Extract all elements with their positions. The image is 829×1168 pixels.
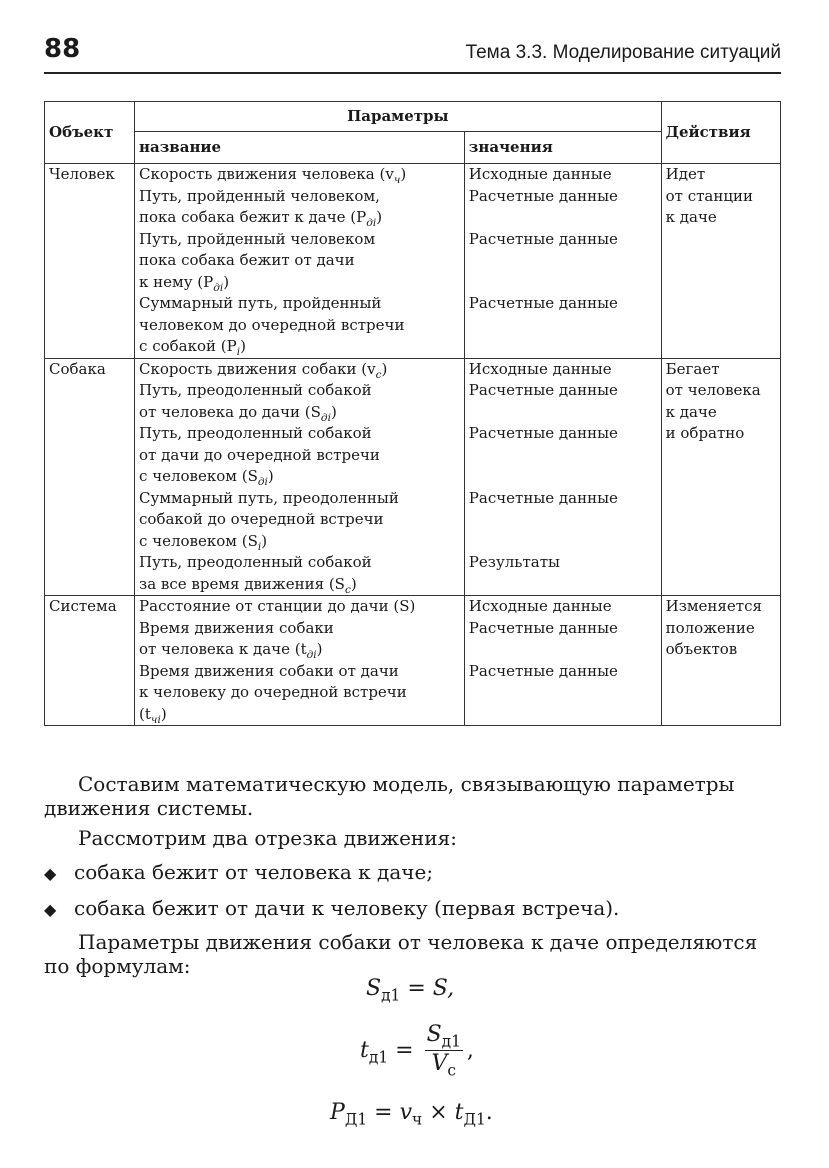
param-value (469, 639, 657, 661)
param-text: ) (316, 640, 323, 658)
param-name-line (139, 423, 460, 445)
action-text: Идет (665, 165, 706, 183)
formula-equals: = (374, 1100, 393, 1125)
action-text: и обратно (665, 424, 745, 442)
param-name-line (139, 359, 460, 381)
param-name-line (139, 488, 460, 510)
paragraph-text: Рассмотрим два отрезка движения: (78, 826, 457, 850)
page-header (44, 36, 781, 74)
header-name: название (135, 132, 465, 164)
param-text: ) (261, 531, 268, 550)
param-text: Расстояние от станции до дачи (S) (139, 597, 416, 615)
param-text: ) (223, 272, 230, 291)
param-name-line (139, 596, 460, 618)
action-text: Бегает (665, 359, 720, 378)
object-name: Система (49, 597, 117, 615)
param-value (469, 272, 657, 294)
param-name-line (139, 531, 460, 553)
action-text: к даче (665, 208, 717, 226)
param-subscript: ч (393, 174, 401, 186)
param-text: Суммарный путь, пройденный (139, 294, 382, 312)
param-text: от человека до дачи (S (139, 402, 321, 421)
formula-fraction (425, 1022, 463, 1080)
formula-subscript: д1 (441, 1032, 461, 1051)
formula-t-d1 (360, 1022, 474, 1080)
param-name-line (139, 207, 460, 229)
param-value: Расчетные данные (468, 488, 618, 507)
action-text: Изменяется (665, 597, 762, 615)
formula-subscript: д1 (368, 1048, 389, 1067)
param-text: Путь, преодоленный собакой (139, 553, 372, 571)
param-text: Суммарный путь, преодоленный (139, 488, 399, 507)
param-subscript: с (344, 583, 351, 596)
formula-symbol: S (366, 976, 382, 1001)
param-value: Расчетные данные (468, 661, 618, 680)
formula-subscript: c (447, 1061, 456, 1080)
param-subscript: дi (320, 411, 331, 424)
param-text: к нему (P (139, 272, 214, 291)
param-subscript: чi (150, 713, 161, 726)
param-text: с собакой (P (139, 337, 237, 355)
action-text: к даче (665, 402, 717, 421)
param-text: к человеку до очередной встречи (139, 683, 407, 701)
cell-param-values (464, 596, 661, 726)
param-text: Время движения собаки от дачи (139, 661, 399, 680)
param-name-line (139, 618, 460, 640)
formula-subscript: д1 (381, 986, 401, 1005)
param-name-line (139, 509, 460, 531)
table-body (45, 164, 781, 726)
paragraph-formulas-intro (44, 930, 784, 978)
formula-comma: , (466, 1037, 474, 1063)
action-text: от станции (665, 186, 754, 205)
header-parameters: Параметры (135, 102, 662, 132)
param-value (469, 250, 657, 272)
param-value: Расчетные данные (468, 229, 618, 248)
param-name-line (139, 661, 460, 683)
param-text: пока собака бежит от дачи (139, 251, 355, 269)
param-name-line (139, 272, 460, 294)
param-subscript: с (375, 368, 382, 381)
param-value: Расчетные данные (468, 294, 618, 312)
cell-actions (661, 164, 780, 359)
param-text: ) (160, 704, 167, 723)
param-text: от дачи до очередной встречи (139, 445, 380, 464)
param-name-line (139, 402, 460, 424)
param-subscript: дi (366, 217, 377, 229)
formula-denominator: V (431, 1051, 448, 1077)
param-value: Результаты (468, 553, 560, 571)
param-value: Расчетные данные (468, 618, 618, 637)
param-text: Скорость движения собаки (v (139, 359, 376, 378)
param-text: (t (139, 704, 151, 723)
action-text: объектов (665, 640, 738, 658)
formula-rhs: = S, (407, 976, 455, 1001)
table-row (45, 358, 781, 596)
param-subscript: дi (257, 476, 268, 488)
param-text: Путь, преодоленный собакой (139, 424, 372, 442)
param-value (469, 402, 657, 424)
param-text: ) (400, 165, 407, 183)
param-name-line (139, 380, 460, 402)
param-text: пока собака бежит к даче (P (139, 208, 367, 226)
param-value: Расчетные данные (468, 186, 618, 205)
param-name-line (139, 229, 460, 251)
paragraph-text: Параметры движения собаки от человека к даче определяются по формулам: (44, 930, 758, 978)
cell-param-values (464, 358, 661, 596)
action-text: от человека (665, 381, 761, 399)
formula-period: . (485, 1100, 493, 1125)
formula-subscript: ч (412, 1110, 423, 1129)
param-text: с человеком (S (139, 467, 258, 485)
formula-subscript: Д1 (344, 1110, 368, 1129)
param-value: Исходные данные (468, 359, 612, 378)
header-actions: Действия (661, 102, 780, 164)
formula-subscript: Д1 (463, 1110, 486, 1129)
cell-param-values (464, 164, 661, 359)
param-text: ) (240, 337, 246, 355)
param-value (469, 445, 657, 467)
parameters-table (44, 101, 781, 726)
formula-symbol: t (360, 1037, 369, 1063)
diamond-bullet-icon: ◆ (44, 900, 57, 919)
param-text: Путь, преодоленный собакой (139, 381, 372, 399)
paragraph-segments (44, 826, 784, 850)
param-text: Время движения собаки (139, 618, 334, 637)
formula-s-d1 (366, 976, 454, 1004)
table-row (45, 596, 781, 726)
param-subscript: i (257, 540, 262, 553)
param-name-line (139, 704, 460, 726)
cell-actions (661, 596, 780, 726)
paragraph-text: Составим математическую модель, связывающую параметры движения системы. (44, 772, 735, 820)
param-value: Расчетные данные (468, 424, 618, 442)
param-text: человеком до очередной встречи (139, 315, 405, 334)
param-text: за все время движения (S (139, 574, 345, 593)
list-item (44, 896, 619, 922)
page-number: 88 (44, 34, 81, 64)
param-value (469, 315, 657, 337)
formula-times: × (429, 1100, 448, 1125)
formula-symbol: t (454, 1100, 464, 1125)
param-text: Скорость движения человека (v (139, 165, 394, 183)
param-value (469, 531, 657, 553)
formula-numerator: S (426, 1022, 442, 1047)
param-value (469, 466, 657, 488)
param-text: от человека к даче (t (139, 640, 307, 658)
param-name-line (139, 552, 460, 574)
formula-p-d1 (330, 1100, 493, 1128)
param-name-line (139, 315, 460, 337)
object-name: Человек (49, 165, 115, 183)
param-value (469, 509, 657, 531)
param-name-line (139, 682, 460, 704)
formula-symbol: v (399, 1100, 412, 1125)
param-name-line (139, 186, 460, 208)
action-text: положение (665, 618, 755, 637)
diamond-bullet-icon: ◆ (44, 864, 57, 883)
object-name: Собака (49, 359, 106, 378)
list-item-text: собака бежит от дачи к человеку (первая встреча). (74, 896, 620, 920)
cell-param-names (135, 596, 465, 726)
param-name-line (139, 639, 460, 661)
formula-equals: = (395, 1037, 414, 1063)
param-name-line (139, 445, 460, 467)
param-text: ) (376, 208, 383, 226)
section-title: Тема 3.3. Моделирование ситуаций (465, 42, 781, 63)
param-value: Расчетные данные (468, 381, 618, 399)
param-text: ) (350, 574, 357, 593)
cell-object (45, 358, 135, 596)
param-name-line (139, 466, 460, 488)
param-value (469, 682, 657, 704)
header-object: Объект (45, 102, 135, 164)
param-value (469, 704, 657, 726)
param-value (469, 574, 657, 596)
cell-param-names (135, 358, 465, 596)
param-text: собакой до очередной встречи (139, 510, 384, 528)
paragraph-model (44, 772, 784, 820)
list-item-text: собака бежит от человека к даче; (74, 860, 434, 884)
param-text: ) (330, 402, 337, 421)
cell-actions (661, 358, 780, 596)
list-item (44, 860, 433, 886)
param-text: Путь, пройденный человеком (139, 229, 376, 248)
param-name-line (139, 293, 460, 315)
param-text: Путь, пройденный человеком, (139, 186, 380, 205)
cell-object (45, 164, 135, 359)
cell-param-names (135, 164, 465, 359)
formula-symbol: P (330, 1100, 345, 1125)
param-value: Исходные данные (468, 597, 612, 615)
param-text: ) (381, 359, 388, 378)
param-subscript: дi (213, 281, 224, 294)
param-value (469, 336, 657, 358)
param-subscript: дi (306, 649, 317, 661)
param-name-line (139, 574, 460, 596)
param-name-line (139, 250, 460, 272)
cell-object (45, 596, 135, 726)
param-name-line (139, 164, 460, 186)
param-value (469, 207, 657, 229)
param-value: Исходные данные (468, 165, 612, 183)
param-name-line (139, 336, 460, 358)
table-row (45, 164, 781, 359)
param-text: с человеком (S (139, 531, 258, 550)
param-subscript: i (236, 346, 241, 358)
header-values: значения (464, 132, 661, 164)
param-text: ) (267, 467, 274, 485)
